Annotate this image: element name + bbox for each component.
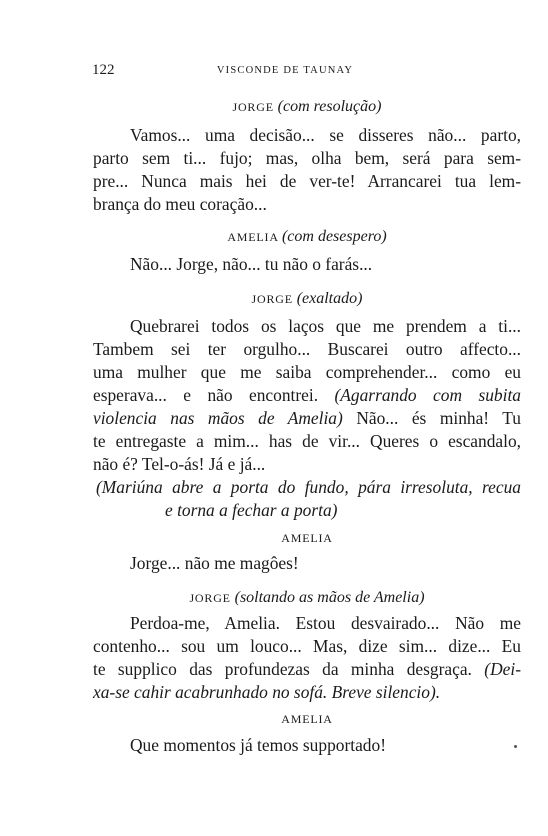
running-title: VISCONDE DE TAUNAY xyxy=(216,65,354,76)
speech-paragraph xyxy=(93,315,521,522)
stage-direction: (com desespero) xyxy=(281,228,387,245)
speaker-name: JORGE xyxy=(232,100,274,114)
speech-line: Vamos... uma decisão... se disseres não... parto, xyxy=(130,125,521,145)
speaker-cue xyxy=(93,589,521,607)
speech-paragraph xyxy=(93,552,521,575)
speech-line xyxy=(93,384,521,407)
speech-text: te supplico das profundezas da minha desgraça. xyxy=(93,659,472,679)
speech-line: Não... Jorge, não... tu não o farás... xyxy=(130,254,373,274)
speaker-cue xyxy=(93,531,521,546)
page-number: 122 xyxy=(92,62,115,78)
speech-line xyxy=(93,407,521,430)
speech-line: Que momentos já temos supportado! xyxy=(130,735,386,755)
page-header xyxy=(92,62,478,82)
speech-text: Não... és minha! Tu xyxy=(356,408,521,428)
speech-line: pre... Nunca mais hei de ver-te! Arrancarei tua lem- xyxy=(93,171,521,191)
speech-line: uma mulher que me saiba comprehender... como eu xyxy=(93,362,521,382)
speaker-cue xyxy=(93,98,521,116)
speaker-name: JORGE xyxy=(251,292,293,306)
stage-direction-line: e torna a fechar a porta) xyxy=(165,500,338,520)
stage-direction: xa-se cahir acabrunhado no sofá. Breve silencio). xyxy=(93,682,441,702)
speech-line: contenho... sou um louco... Mas, dize sim... dize... Eu xyxy=(93,636,521,656)
speech-paragraph xyxy=(93,734,521,757)
speaker-cue xyxy=(93,712,521,727)
speaker-name: AMELIA xyxy=(227,230,279,244)
speaker-cue xyxy=(93,228,521,246)
speaker-cue xyxy=(93,290,521,308)
speech-line: Quebrarei todos os laços que me prendem a ti... xyxy=(130,316,521,336)
speech-line: te entregaste a mim... has de vir... Queres o escandalo, xyxy=(93,431,521,451)
speech-line: parto sem ti... fujo; mas, olha bem, será para sem- xyxy=(93,148,521,168)
speaker-name: JORGE xyxy=(189,591,231,605)
speech-paragraph xyxy=(93,253,521,276)
stage-direction: (com resolução) xyxy=(277,98,382,115)
stage-direction: (Dei- xyxy=(484,659,521,679)
speech-line: não é? Tel-o-ás! Já e já... xyxy=(93,454,266,474)
stage-direction: (exaltado) xyxy=(296,290,363,307)
speech-line: brança do meu coração... xyxy=(93,194,267,214)
stage-direction: (Agarrando com subita xyxy=(334,385,521,405)
speaker-name: AMELIA xyxy=(281,531,333,545)
speech-text: esperava... e não encontrei. xyxy=(93,385,319,405)
speech-line xyxy=(93,658,521,681)
speaker-name: AMELIA xyxy=(281,712,333,726)
speech-line: Jorge... não me magôes! xyxy=(130,553,299,573)
speech-line: Tambem sei ter orgulho... Buscarei outro affecto... xyxy=(93,339,521,359)
ink-speck xyxy=(514,745,517,748)
speech-paragraph xyxy=(93,124,521,216)
stage-direction: (soltando as mãos de Amelia) xyxy=(234,589,425,606)
speech-paragraph xyxy=(93,612,521,704)
speech-line xyxy=(93,681,521,704)
speech-line: Perdoa-me, Amelia. Estou desvairado... Não me xyxy=(130,613,521,633)
stage-direction-line: (Mariúna abre a porta do fundo, pára irresoluta, recua xyxy=(96,477,521,497)
stage-direction: violencia nas mãos de Amelia) xyxy=(93,408,343,428)
